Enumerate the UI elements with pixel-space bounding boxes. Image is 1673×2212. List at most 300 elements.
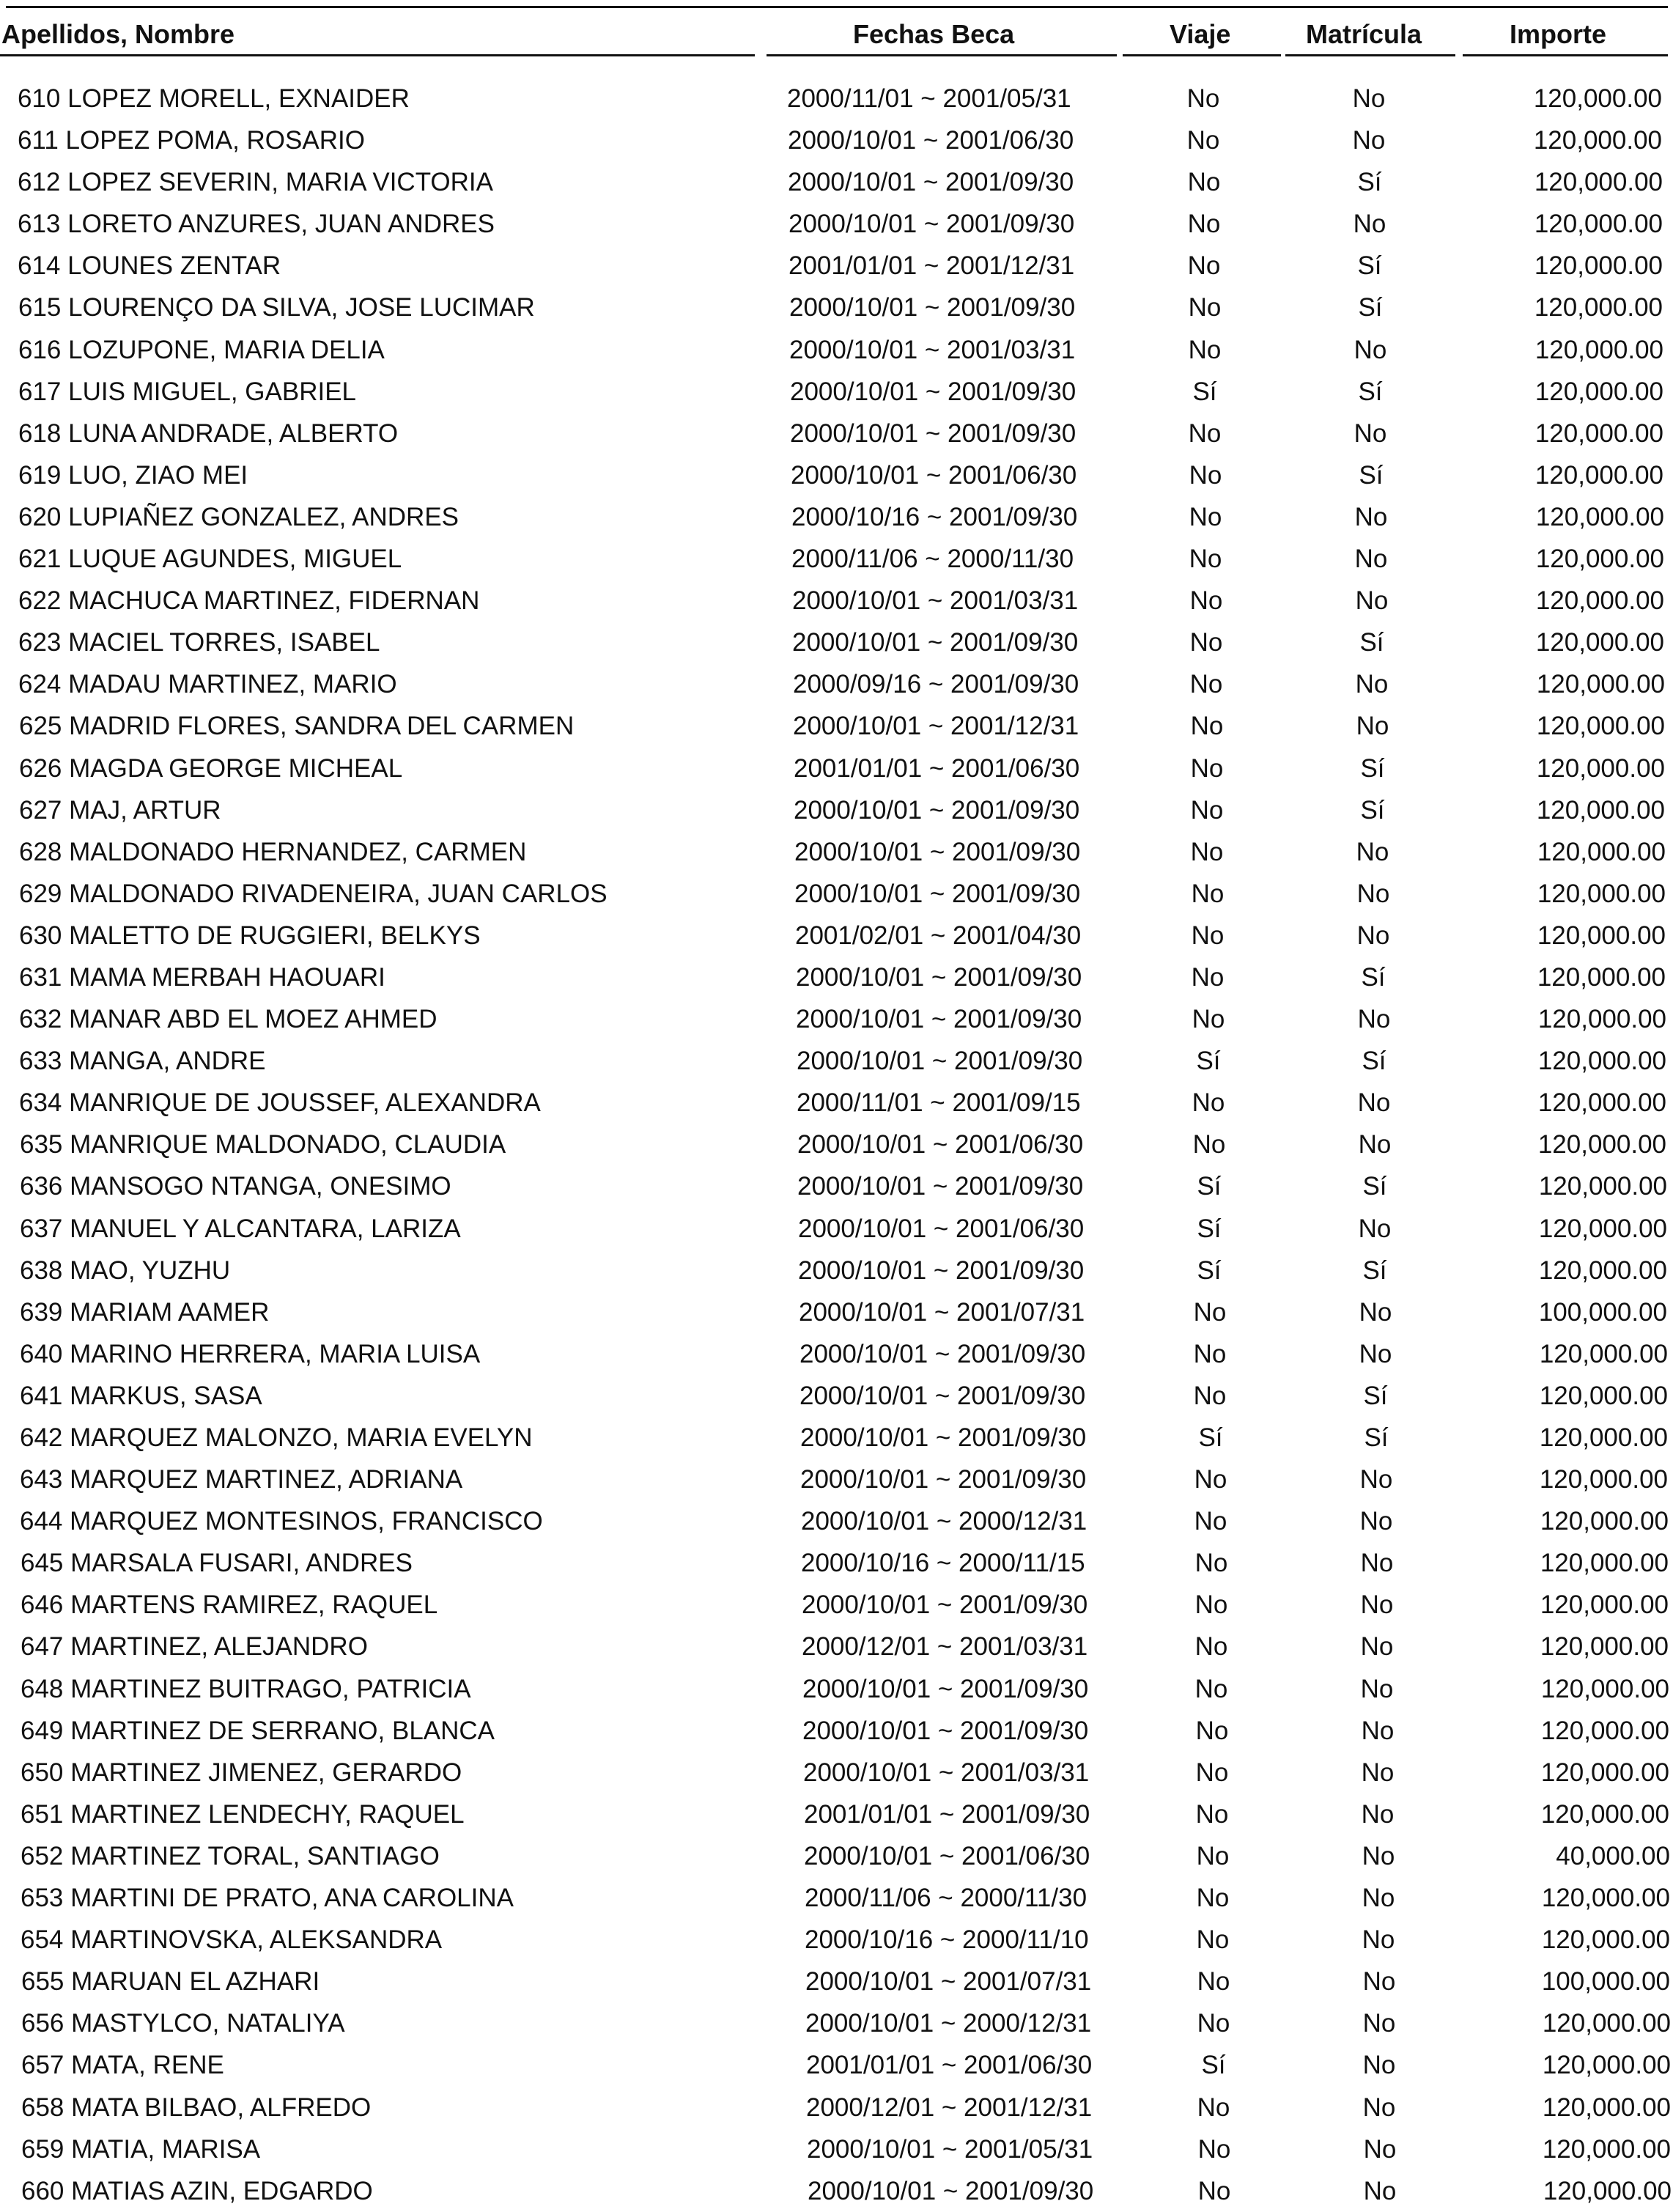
fechas-cell: 2000/10/01 ~ 2001/09/30 — [794, 795, 1080, 825]
table-row — [0, 1542, 1673, 1584]
viaje-cell: No — [1187, 251, 1221, 281]
name-cell: 621 LUQUE AGUNDES, MIGUEL — [18, 545, 402, 574]
table-row — [0, 748, 1673, 789]
fechas-cell: 2000/10/16 ~ 2000/11/15 — [801, 1549, 1085, 1578]
table-row — [0, 1333, 1673, 1375]
table-row — [0, 1459, 1673, 1500]
viaje-cell: Sí — [1197, 1172, 1222, 1201]
importe-cell: 120,000.00 — [1541, 1925, 1670, 1955]
viaje-cell: No — [1194, 1674, 1228, 1703]
importe-cell: 120,000.00 — [1534, 293, 1663, 322]
table-row — [0, 1626, 1673, 1667]
header-underline-viaje — [1123, 54, 1281, 56]
fechas-cell: 2000/10/01 ~ 2001/09/30 — [794, 837, 1081, 866]
name-cell: 647 MARTINEZ, ALEJANDRO — [21, 1632, 368, 1662]
fechas-cell: 2000/10/01 ~ 2001/09/30 — [792, 628, 1079, 657]
importe-cell: 120,000.00 — [1541, 1884, 1670, 1913]
table-row — [0, 1584, 1673, 1626]
matricula-cell: Sí — [1359, 460, 1384, 490]
importe-cell: 100,000.00 — [1541, 1967, 1670, 1997]
importe-cell: 120,000.00 — [1539, 1465, 1668, 1494]
viaje-cell: No — [1194, 1465, 1227, 1494]
importe-cell: 120,000.00 — [1537, 1047, 1666, 1076]
matricula-cell: Sí — [1360, 753, 1385, 783]
name-cell: 614 LOUNES ZENTAR — [18, 251, 281, 281]
viaje-cell: No — [1189, 628, 1223, 657]
fechas-cell: 2000/10/01 ~ 2001/03/31 — [803, 1758, 1090, 1787]
name-cell: 634 MANRIQUE DE JOUSSEF, ALEXANDRA — [19, 1088, 541, 1118]
name-cell: 617 LUIS MIGUEL, GABRIEL — [18, 377, 357, 406]
fechas-cell: 2000/10/01 ~ 2001/07/31 — [799, 1297, 1085, 1327]
matricula-cell: No — [1354, 545, 1388, 574]
name-cell: 616 LOZUPONE, MARIA DELIA — [18, 335, 385, 364]
matricula-cell: No — [1363, 2176, 1397, 2205]
importe-cell: 120,000.00 — [1535, 502, 1664, 531]
table-row — [0, 287, 1673, 328]
name-cell: 628 MALDONADO HERNANDEZ, CARMEN — [19, 837, 527, 866]
fechas-cell: 2000/10/01 ~ 2000/12/31 — [801, 1507, 1087, 1536]
viaje-cell: No — [1186, 84, 1220, 113]
header-name: Apellidos, Nombre — [1, 19, 235, 49]
matricula-cell: No — [1355, 586, 1389, 616]
matricula-cell: No — [1353, 210, 1386, 239]
fechas-cell: 2000/10/01 ~ 2001/09/30 — [789, 210, 1075, 239]
fechas-cell: 2000/10/01 ~ 2001/09/30 — [796, 1005, 1082, 1034]
viaje-cell: No — [1192, 1088, 1225, 1118]
name-cell: 652 MARTINEZ TORAL, SANTIAGO — [21, 1841, 440, 1870]
name-cell: 630 MALETTO DE RUGGIERI, BELKYS — [19, 921, 481, 950]
fechas-cell: 2000/10/01 ~ 2001/09/30 — [789, 293, 1076, 322]
matricula-cell: No — [1362, 2009, 1396, 2038]
matricula-cell: No — [1358, 1130, 1392, 1160]
matricula-cell: Sí — [1362, 1256, 1387, 1285]
matricula-cell: No — [1352, 126, 1386, 155]
table-row — [0, 1919, 1673, 1961]
importe-cell: 120,000.00 — [1539, 1339, 1668, 1368]
viaje-cell: No — [1190, 712, 1224, 741]
importe-cell: 120,000.00 — [1543, 2176, 1672, 2205]
matricula-cell: No — [1361, 1799, 1395, 1829]
importe-cell: 120,000.00 — [1536, 795, 1665, 825]
name-cell: 636 MANSOGO NTANGA, ONESIMO — [20, 1172, 451, 1201]
matricula-cell: No — [1361, 1758, 1395, 1787]
importe-cell: 120,000.00 — [1542, 2134, 1671, 2164]
importe-cell: 120,000.00 — [1540, 1507, 1669, 1536]
table-row — [0, 496, 1673, 538]
viaje-cell: No — [1197, 1967, 1230, 1997]
fechas-cell: 2000/10/01 ~ 2001/09/30 — [796, 962, 1082, 992]
fechas-cell: 2000/11/01 ~ 2001/05/31 — [787, 84, 1071, 113]
importe-cell: 120,000.00 — [1533, 84, 1662, 113]
fechas-cell: 2001/02/01 ~ 2001/04/30 — [795, 921, 1082, 950]
matricula-cell: No — [1359, 1465, 1393, 1494]
header-viaje: Viaje — [1170, 19, 1231, 49]
table-row — [0, 580, 1673, 622]
fechas-cell: 2000/10/01 ~ 2001/09/30 — [799, 1381, 1086, 1410]
importe-cell: 120,000.00 — [1538, 1172, 1667, 1201]
matricula-cell: No — [1360, 1549, 1394, 1578]
importe-cell: 120,000.00 — [1539, 1381, 1668, 1410]
table-row — [0, 538, 1673, 580]
table-row — [0, 956, 1673, 998]
table-row — [0, 705, 1673, 747]
table-row — [0, 119, 1673, 161]
name-cell: 627 MAJ, ARTUR — [19, 795, 221, 825]
viaje-cell: No — [1192, 1005, 1225, 1034]
importe-cell: 120,000.00 — [1540, 1799, 1669, 1829]
table-row — [0, 413, 1673, 454]
matricula-cell: No — [1356, 879, 1390, 908]
fechas-cell: 2000/10/01 ~ 2001/06/30 — [788, 126, 1074, 155]
table-row — [0, 1040, 1673, 1082]
importe-cell: 120,000.00 — [1537, 962, 1666, 992]
fechas-cell: 2000/10/01 ~ 2001/09/30 — [800, 1423, 1087, 1452]
fechas-cell: 2000/10/01 ~ 2001/03/31 — [792, 586, 1079, 616]
viaje-cell: No — [1189, 670, 1223, 699]
fechas-cell: 2000/11/06 ~ 2000/11/30 — [805, 1884, 1087, 1913]
name-cell: 611 LOPEZ POMA, ROSARIO — [18, 126, 365, 155]
importe-cell: 120,000.00 — [1534, 460, 1663, 490]
matricula-cell: No — [1361, 1716, 1395, 1745]
matricula-cell: No — [1362, 1884, 1395, 1913]
viaje-cell: No — [1197, 2009, 1230, 2038]
matricula-cell: No — [1358, 1214, 1392, 1243]
name-cell: 642 MARQUEZ MALONZO, MARIA EVELYN — [20, 1423, 533, 1452]
viaje-cell: No — [1194, 1507, 1227, 1536]
matricula-cell: No — [1362, 1925, 1395, 1955]
matricula-cell: No — [1362, 2051, 1396, 2080]
importe-cell: 120,000.00 — [1540, 1632, 1669, 1662]
viaje-cell: No — [1193, 1381, 1227, 1410]
importe-cell: 120,000.00 — [1534, 335, 1663, 364]
viaje-cell: No — [1189, 545, 1222, 574]
header-fechas: Fechas Beca — [853, 19, 1015, 49]
header-underline-name — [0, 54, 755, 56]
matricula-cell: Sí — [1363, 1381, 1388, 1410]
fechas-cell: 2000/11/01 ~ 2001/09/15 — [797, 1088, 1081, 1118]
table-row — [0, 1668, 1673, 1710]
importe-cell: 120,000.00 — [1537, 1005, 1666, 1034]
table-row — [0, 915, 1673, 956]
name-cell: 646 MARTENS RAMIREZ, RAQUEL — [21, 1590, 438, 1620]
table-row — [0, 1752, 1673, 1793]
viaje-cell: No — [1189, 502, 1222, 531]
table-row — [0, 1835, 1673, 1877]
table-row — [0, 1124, 1673, 1165]
viaje-cell: No — [1188, 419, 1222, 448]
name-cell: 639 MARIAM AAMER — [20, 1297, 270, 1327]
fechas-cell: 2000/10/01 ~ 2001/06/30 — [791, 460, 1077, 490]
table-row — [0, 873, 1673, 915]
table-row — [0, 371, 1673, 413]
table-row — [0, 2128, 1673, 2170]
matricula-cell: No — [1356, 921, 1390, 950]
name-cell: 629 MALDONADO RIVADENEIRA, JUAN CARLOS — [19, 879, 607, 908]
fechas-cell: 2000/10/01 ~ 2001/09/30 — [797, 1172, 1084, 1201]
fechas-cell: 2000/10/01 ~ 2001/06/30 — [798, 1214, 1085, 1243]
viaje-cell: Sí — [1197, 1256, 1222, 1285]
name-cell: 633 MANGA, ANDRE — [19, 1047, 266, 1076]
importe-cell: 120,000.00 — [1537, 921, 1666, 950]
fechas-cell: 2000/10/01 ~ 2001/09/30 — [790, 377, 1076, 406]
table-row — [0, 161, 1673, 203]
matricula-cell: No — [1359, 1339, 1392, 1368]
table-row — [0, 1375, 1673, 1417]
fechas-cell: 2000/10/01 ~ 2001/09/30 — [797, 1047, 1083, 1076]
table-row — [0, 1082, 1673, 1124]
viaje-cell: No — [1195, 1716, 1229, 1745]
name-cell: 649 MARTINEZ DE SERRANO, BLANCA — [21, 1716, 495, 1745]
table-row — [0, 1877, 1673, 1919]
importe-cell: 120,000.00 — [1534, 377, 1663, 406]
name-cell: 625 MADRID FLORES, SANDRA DEL CARMEN — [19, 712, 575, 741]
matricula-cell: Sí — [1357, 168, 1382, 197]
fechas-cell: 2000/10/01 ~ 2001/07/31 — [805, 1967, 1092, 1997]
name-cell: 615 LOURENÇO DA SILVA, JOSE LUCIMAR — [18, 293, 535, 322]
fechas-cell: 2000/12/01 ~ 2001/12/31 — [806, 2093, 1093, 2122]
viaje-cell: No — [1197, 2093, 1230, 2122]
fechas-cell: 2000/10/01 ~ 2001/12/31 — [793, 712, 1079, 741]
table-row — [0, 2044, 1673, 2086]
importe-cell: 120,000.00 — [1537, 879, 1666, 908]
importe-cell: 120,000.00 — [1540, 1590, 1669, 1620]
table-row — [0, 245, 1673, 287]
viaje-cell: Sí — [1198, 1423, 1223, 1452]
table-row — [0, 2002, 1673, 2044]
viaje-cell: No — [1191, 962, 1225, 992]
importe-cell: 120,000.00 — [1534, 419, 1663, 448]
fechas-cell: 2001/01/01 ~ 2001/06/30 — [794, 753, 1080, 783]
matricula-cell: Sí — [1357, 251, 1382, 281]
matricula-cell: No — [1362, 2093, 1396, 2122]
table-row — [0, 663, 1673, 705]
viaje-cell: No — [1190, 795, 1224, 825]
fechas-cell: 2000/10/01 ~ 2000/12/31 — [805, 2009, 1092, 2038]
fechas-cell: 2000/10/01 ~ 2001/05/31 — [807, 2134, 1093, 2164]
name-cell: 648 MARTINEZ BUITRAGO, PATRICIA — [21, 1674, 471, 1703]
matricula-cell: No — [1360, 1632, 1394, 1662]
fechas-cell: 2000/10/01 ~ 2001/09/30 — [808, 2176, 1094, 2205]
matricula-cell: Sí — [1361, 962, 1386, 992]
importe-cell: 120,000.00 — [1537, 1130, 1666, 1160]
name-cell: 653 MARTINI DE PRATO, ANA CAROLINA — [21, 1884, 514, 1913]
importe-cell: 120,000.00 — [1540, 1549, 1669, 1578]
importe-cell: 120,000.00 — [1535, 628, 1664, 657]
table-row — [0, 329, 1673, 371]
fechas-cell: 2000/10/16 ~ 2000/11/10 — [805, 1925, 1089, 1955]
name-cell: 623 MACIEL TORRES, ISABEL — [18, 628, 380, 657]
fechas-cell: 2000/10/01 ~ 2001/09/30 — [802, 1674, 1089, 1703]
viaje-cell: No — [1189, 586, 1223, 616]
viaje-cell: No — [1186, 126, 1220, 155]
matricula-cell: No — [1354, 502, 1388, 531]
viaje-cell: No — [1196, 1884, 1230, 1913]
importe-cell: 120,000.00 — [1536, 712, 1665, 741]
matricula-cell: No — [1362, 1841, 1395, 1870]
name-cell: 656 MASTYLCO, NATALIYA — [21, 2009, 345, 2038]
table-row — [0, 622, 1673, 663]
fechas-cell: 2001/01/01 ~ 2001/06/30 — [806, 2051, 1093, 2080]
matricula-cell: Sí — [1364, 1423, 1389, 1452]
importe-cell: 120,000.00 — [1537, 837, 1666, 866]
top-rule — [6, 6, 1668, 8]
matricula-cell: Sí — [1362, 1172, 1387, 1201]
name-cell: 622 MACHUCA MARTINEZ, FIDERNAN — [18, 586, 480, 616]
name-cell: 644 MARQUEZ MONTESINOS, FRANCISCO — [20, 1507, 543, 1536]
matricula-cell: No — [1355, 670, 1389, 699]
scholarship-table — [0, 78, 1673, 2212]
matricula-cell: No — [1352, 84, 1386, 113]
name-cell: 659 MATIA, MARISA — [21, 2134, 261, 2164]
table-row — [0, 1208, 1673, 1250]
name-cell: 619 LUO, ZIAO MEI — [18, 460, 248, 490]
importe-cell: 120,000.00 — [1542, 2093, 1671, 2122]
importe-cell: 120,000.00 — [1540, 1716, 1669, 1745]
fechas-cell: 2000/10/01 ~ 2001/09/30 — [802, 1590, 1088, 1620]
name-cell: 613 LORETO ANZURES, JUAN ANDRES — [18, 210, 495, 239]
viaje-cell: No — [1190, 753, 1224, 783]
importe-cell: 120,000.00 — [1535, 586, 1664, 616]
name-cell: 654 MARTINOVSKA, ALEKSANDRA — [21, 1925, 443, 1955]
viaje-cell: No — [1193, 1297, 1227, 1327]
table-row — [0, 1417, 1673, 1459]
name-cell: 638 MAO, YUZHU — [20, 1256, 231, 1285]
viaje-cell: No — [1196, 1841, 1230, 1870]
name-cell: 658 MATA BILBAO, ALFREDO — [21, 2093, 372, 2122]
importe-cell: 120,000.00 — [1538, 1256, 1667, 1285]
name-cell: 620 LUPIAÑEZ GONZALEZ, ANDRES — [18, 502, 459, 531]
viaje-cell: No — [1195, 1758, 1229, 1787]
name-cell: 645 MARSALA FUSARI, ANDRES — [21, 1549, 413, 1578]
name-cell: 612 LOPEZ SEVERIN, MARIA VICTORIA — [18, 168, 494, 197]
matricula-cell: No — [1362, 1967, 1396, 1997]
viaje-cell: No — [1187, 168, 1221, 197]
table-row — [0, 998, 1673, 1040]
viaje-cell: Sí — [1201, 2051, 1226, 2080]
name-cell: 610 LOPEZ MORELL, EXNAIDER — [18, 84, 410, 113]
fechas-cell: 2000/10/01 ~ 2001/09/30 — [800, 1465, 1087, 1494]
matricula-cell: No — [1357, 1005, 1391, 1034]
fechas-cell: 2000/12/01 ~ 2001/03/31 — [802, 1632, 1088, 1662]
importe-cell: 120,000.00 — [1534, 210, 1663, 239]
importe-cell: 120,000.00 — [1542, 2051, 1671, 2080]
matricula-cell: No — [1360, 1674, 1394, 1703]
viaje-cell: No — [1192, 1130, 1226, 1160]
fechas-cell: 2000/10/01 ~ 2001/09/30 — [790, 419, 1076, 448]
matricula-cell: Sí — [1358, 293, 1383, 322]
table-row — [0, 2087, 1673, 2128]
table-row — [0, 1793, 1673, 1835]
table-row — [0, 1250, 1673, 1291]
viaje-cell: No — [1195, 1799, 1229, 1829]
matricula-cell: Sí — [1359, 628, 1384, 657]
name-cell: 660 MATIAS AZIN, EDGARDO — [21, 2176, 373, 2205]
importe-cell: 120,000.00 — [1540, 1758, 1669, 1787]
matricula-cell: No — [1353, 335, 1387, 364]
table-row — [0, 1165, 1673, 1207]
fechas-cell: 2000/10/01 ~ 2001/09/30 — [788, 168, 1074, 197]
fechas-cell: 2000/11/06 ~ 2000/11/30 — [791, 545, 1074, 574]
importe-cell: 100,000.00 — [1538, 1297, 1667, 1327]
viaje-cell: No — [1191, 921, 1225, 950]
importe-cell: 120,000.00 — [1533, 126, 1662, 155]
header-underline-fechas — [767, 54, 1117, 56]
fechas-cell: 2000/09/16 ~ 2001/09/30 — [793, 670, 1079, 699]
matricula-cell: No — [1360, 1590, 1394, 1620]
importe-cell: 120,000.00 — [1535, 545, 1664, 574]
viaje-cell: No — [1190, 837, 1224, 866]
table-row — [0, 1710, 1673, 1752]
importe-cell: 120,000.00 — [1542, 2009, 1671, 2038]
name-cell: 626 MAGDA GEORGE MICHEAL — [19, 753, 403, 783]
name-cell: 632 MANAR ABD EL MOEZ AHMED — [19, 1005, 437, 1034]
viaje-cell: No — [1194, 1549, 1228, 1578]
importe-cell: 120,000.00 — [1538, 1214, 1667, 1243]
fechas-cell: 2001/01/01 ~ 2001/12/31 — [789, 251, 1075, 281]
name-cell: 635 MANRIQUE MALDONADO, CLAUDIA — [20, 1130, 506, 1160]
importe-cell: 120,000.00 — [1537, 1088, 1666, 1118]
fechas-cell: 2000/10/01 ~ 2001/09/30 — [798, 1256, 1085, 1285]
name-cell: 641 MARKUS, SASA — [20, 1381, 262, 1410]
table-row — [0, 789, 1673, 831]
table-row — [0, 78, 1673, 119]
fechas-cell: 2000/10/01 ~ 2001/09/30 — [799, 1339, 1086, 1368]
name-cell: 651 MARTINEZ LENDECHY, RAQUEL — [21, 1799, 465, 1829]
importe-cell: 120,000.00 — [1536, 670, 1665, 699]
viaje-cell: No — [1187, 210, 1221, 239]
header-underline-importe — [1463, 54, 1668, 56]
matricula-cell: Sí — [1360, 795, 1385, 825]
viaje-cell: No — [1188, 293, 1222, 322]
table-row — [0, 1500, 1673, 1542]
fechas-cell: 2000/10/16 ~ 2001/09/30 — [791, 502, 1078, 531]
viaje-cell: Sí — [1196, 1047, 1221, 1076]
matricula-cell: No — [1363, 2134, 1397, 2164]
viaje-cell: No — [1197, 2134, 1231, 2164]
fechas-cell: 2001/01/01 ~ 2001/09/30 — [804, 1799, 1090, 1829]
matricula-cell: No — [1359, 1507, 1393, 1536]
matricula-cell: Sí — [1358, 377, 1383, 406]
fechas-cell: 2000/10/01 ~ 2001/09/30 — [794, 879, 1081, 908]
importe-cell: 40,000.00 — [1556, 1841, 1670, 1870]
name-cell: 655 MARUAN EL AZHARI — [21, 1967, 320, 1997]
importe-cell: 120,000.00 — [1534, 168, 1663, 197]
header-underline-matricula — [1285, 54, 1455, 56]
viaje-cell: Sí — [1197, 1214, 1222, 1243]
matricula-cell: No — [1353, 419, 1387, 448]
table-row — [0, 1291, 1673, 1333]
viaje-cell: Sí — [1192, 377, 1217, 406]
header-importe: Importe — [1510, 19, 1607, 49]
fechas-cell: 2000/10/01 ~ 2001/06/30 — [804, 1841, 1090, 1870]
table-row — [0, 1961, 1673, 2002]
table-row — [0, 831, 1673, 873]
fechas-cell: 2000/10/01 ~ 2001/03/31 — [789, 335, 1076, 364]
name-cell: 640 MARINO HERRERA, MARIA LUISA — [20, 1339, 481, 1368]
viaje-cell: No — [1194, 1632, 1228, 1662]
name-cell: 657 MATA, RENE — [21, 2051, 224, 2080]
name-cell: 631 MAMA MERBAH HAOUARI — [19, 962, 385, 992]
viaje-cell: No — [1188, 335, 1222, 364]
matricula-cell: Sí — [1362, 1047, 1386, 1076]
importe-cell: 120,000.00 — [1536, 753, 1665, 783]
importe-cell: 120,000.00 — [1539, 1423, 1668, 1452]
viaje-cell: No — [1196, 1925, 1230, 1955]
viaje-cell: No — [1197, 2176, 1231, 2205]
viaje-cell: No — [1194, 1590, 1228, 1620]
table-row — [0, 454, 1673, 496]
name-cell: 618 LUNA ANDRADE, ALBERTO — [18, 419, 399, 448]
